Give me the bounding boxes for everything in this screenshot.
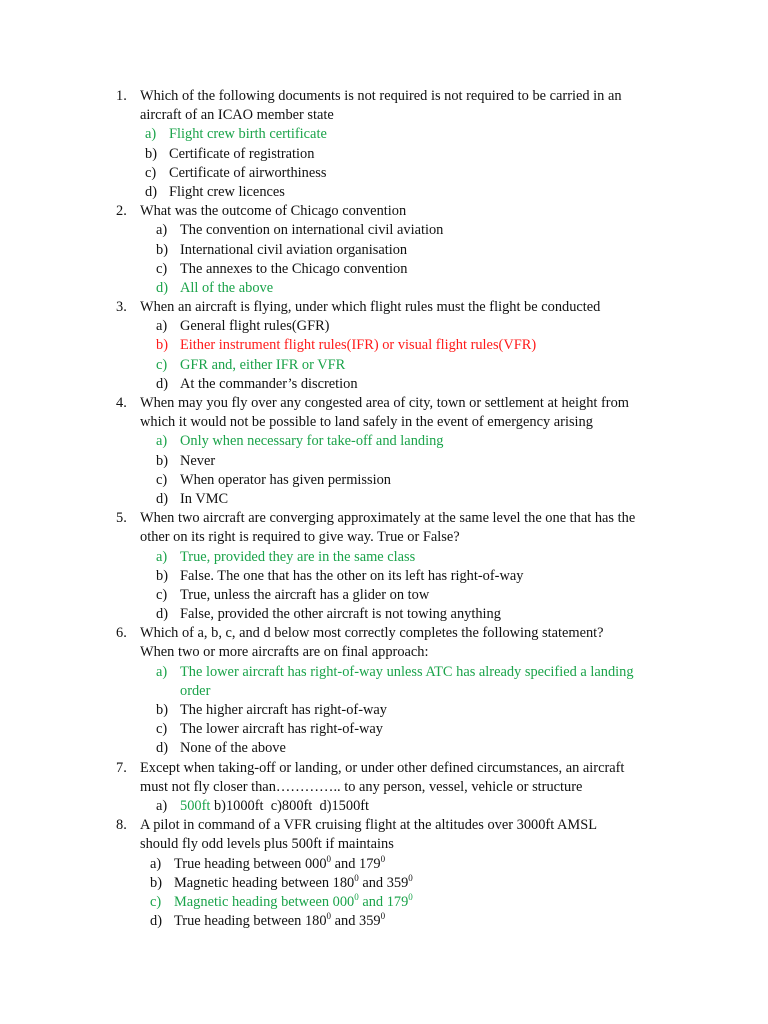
option-d bbox=[0, 490, 768, 509]
question-number: 2. bbox=[116, 203, 127, 220]
option-a-continued bbox=[0, 682, 768, 701]
option-letter: a) bbox=[145, 126, 157, 143]
option-letter: b) bbox=[156, 702, 168, 718]
option-text: True, unless the aircraft has a glider on tow bbox=[180, 586, 430, 603]
option-d bbox=[0, 183, 768, 202]
question-line bbox=[0, 816, 768, 835]
option-c bbox=[0, 164, 768, 183]
option-c bbox=[0, 356, 768, 375]
question-text: When an aircraft is flying, under which flight rules must the flight be conducted bbox=[140, 299, 601, 316]
option-letter: c) bbox=[156, 721, 168, 738]
question-text: A pilot in command of a VFR cruising flight at the altitudes over 3000ft AMSL bbox=[140, 817, 597, 834]
question-text: What was the outcome of Chicago convention bbox=[140, 203, 407, 220]
question-line bbox=[0, 509, 768, 528]
option-text: GFR and, either IFR or VFR bbox=[180, 356, 346, 373]
option-text: The annexes to the Chicago convention bbox=[180, 260, 408, 277]
question-line bbox=[0, 778, 768, 797]
question-text: When may you fly over any congested area of city, town or settlement at height from bbox=[140, 395, 629, 411]
option-letter: b) bbox=[156, 337, 168, 354]
question-number: 1. bbox=[116, 88, 127, 104]
option-text-part: Magnetic heading between 000 bbox=[174, 893, 355, 910]
option-d bbox=[0, 279, 768, 298]
question-6 bbox=[0, 624, 768, 758]
option-text-part: and 179 bbox=[358, 893, 409, 910]
option-a bbox=[0, 548, 768, 567]
question-list bbox=[0, 87, 768, 931]
option-text: The convention on international civil aviation bbox=[180, 222, 444, 239]
option-b bbox=[0, 241, 768, 260]
question-number: 8. bbox=[116, 817, 127, 834]
inline-options bbox=[0, 797, 768, 816]
inline-option-text bbox=[180, 797, 369, 816]
option-letter: c) bbox=[150, 893, 162, 910]
option-letter: a) bbox=[156, 222, 168, 239]
option-text: Certificate of registration bbox=[169, 145, 315, 162]
option-text-part: True heading between 000 bbox=[174, 855, 327, 872]
question-line bbox=[0, 643, 768, 662]
option-text-part: and 359 bbox=[358, 874, 409, 891]
option-letter: c) bbox=[156, 356, 168, 373]
option-letter: a) bbox=[156, 548, 168, 565]
degree-superscript: 0 bbox=[326, 853, 332, 864]
option-d bbox=[0, 739, 768, 758]
option-text: The lower aircraft has right-of-way unless ATC has already specified a landing bbox=[180, 663, 634, 680]
option-text bbox=[174, 855, 385, 874]
question-line bbox=[0, 87, 768, 106]
option-a bbox=[0, 855, 768, 874]
option-text: Flight crew birth certificate bbox=[169, 126, 327, 143]
option-text: Only when necessary for take-off and landing bbox=[180, 433, 444, 450]
option-c bbox=[0, 893, 768, 912]
question-line bbox=[0, 759, 768, 778]
question-number: 3. bbox=[116, 299, 127, 316]
question-line bbox=[0, 413, 768, 432]
option-a bbox=[0, 125, 768, 144]
question-2 bbox=[0, 202, 768, 298]
option-text: International civil aviation organisation bbox=[180, 241, 408, 258]
question-7 bbox=[0, 759, 768, 817]
option-letter: b) bbox=[145, 145, 157, 162]
option-letter: a) bbox=[156, 663, 168, 680]
option-letter: a) bbox=[150, 855, 162, 872]
option-d bbox=[0, 605, 768, 624]
option-text: The higher aircraft has right-of-way bbox=[180, 702, 387, 718]
option-letter: b) bbox=[150, 874, 162, 891]
question-3 bbox=[0, 298, 768, 394]
option-c bbox=[0, 260, 768, 279]
option-text-part: and 179 bbox=[331, 855, 381, 872]
question-5 bbox=[0, 509, 768, 624]
question-text: When two or more aircrafts are on final approach: bbox=[140, 644, 429, 661]
option-a bbox=[0, 432, 768, 451]
question-text: must not fly closer than………….. to any person, vessel, vehicle or structure bbox=[140, 778, 583, 795]
option-letter: c) bbox=[145, 164, 157, 181]
question-line bbox=[0, 394, 768, 413]
question-text: When two aircraft are converging approximately at the same level the one that has the bbox=[140, 510, 636, 527]
option-text: Flight crew licences bbox=[169, 183, 285, 200]
question-line bbox=[0, 528, 768, 547]
question-number: 5. bbox=[116, 510, 127, 527]
degree-superscript: 0 bbox=[354, 872, 359, 883]
question-4 bbox=[0, 394, 768, 509]
option-letter: d) bbox=[150, 913, 162, 930]
option-letter: b) bbox=[156, 452, 168, 469]
degree-superscript: 0 bbox=[380, 911, 386, 922]
option-letter: d) bbox=[156, 375, 168, 392]
option-text bbox=[174, 912, 385, 931]
question-line bbox=[0, 624, 768, 643]
option-b bbox=[0, 701, 768, 720]
option-b bbox=[0, 452, 768, 471]
question-8 bbox=[0, 816, 768, 931]
option-letter: a) bbox=[156, 433, 168, 450]
option-text: None of the above bbox=[180, 740, 286, 757]
option-text-part: and 359 bbox=[331, 913, 381, 930]
option-d bbox=[0, 912, 768, 931]
option-c bbox=[0, 586, 768, 605]
question-text: aircraft of an ICAO member state bbox=[140, 107, 334, 124]
option-letter: c) bbox=[156, 471, 168, 488]
option-b bbox=[0, 874, 768, 893]
option-text-part: Magnetic heading between 180 bbox=[174, 874, 355, 891]
option-letter: d) bbox=[156, 279, 168, 296]
option-letter: a) bbox=[156, 318, 168, 335]
question-text: should fly odd levels plus 500ft if maintains bbox=[140, 836, 394, 853]
option-text: False. The one that has the other on its left has right-of-way bbox=[180, 567, 524, 584]
option-a bbox=[0, 663, 768, 682]
degree-superscript: 0 bbox=[326, 911, 332, 922]
option-d bbox=[0, 375, 768, 394]
degree-superscript: 0 bbox=[354, 891, 359, 902]
option-letter: c) bbox=[156, 260, 168, 277]
question-number: 7. bbox=[116, 759, 127, 776]
question-line bbox=[0, 298, 768, 317]
option-letter: c) bbox=[156, 586, 168, 603]
option-text bbox=[174, 874, 413, 893]
option-text: General flight rules(GFR) bbox=[180, 318, 330, 335]
question-text: Except when taking-off or landing, or under other defined circumstances, an aircraft bbox=[140, 759, 625, 776]
question-text: Which of a, b, c, and d below most correctly completes the following statement? bbox=[140, 625, 604, 642]
option-text: When operator has given permission bbox=[180, 471, 392, 488]
question-text: Which of the following documents is not required is not required to be carried in an bbox=[140, 88, 622, 104]
option-a bbox=[0, 317, 768, 336]
option-b bbox=[0, 567, 768, 586]
option-text: All of the above bbox=[180, 279, 274, 296]
option-c bbox=[0, 720, 768, 739]
option-b bbox=[0, 336, 768, 355]
option-b bbox=[0, 145, 768, 164]
option-letter: b) bbox=[156, 567, 168, 584]
option-text: order bbox=[180, 682, 211, 699]
option-text: In VMC bbox=[180, 490, 229, 507]
option-text: The lower aircraft has right-of-way bbox=[180, 721, 383, 738]
question-text: other on its right is required to give way. True or False? bbox=[140, 529, 460, 546]
question-number: 6. bbox=[116, 625, 127, 642]
option-c bbox=[0, 471, 768, 490]
question-text: which it would not be possible to land safely in the event of emergency arising bbox=[140, 414, 593, 431]
degree-superscript: 0 bbox=[380, 853, 386, 864]
option-letter: d) bbox=[156, 606, 168, 623]
question-line bbox=[0, 835, 768, 854]
option-text bbox=[174, 893, 413, 912]
degree-superscript: 0 bbox=[408, 872, 413, 883]
question-number: 4. bbox=[116, 395, 127, 411]
degree-superscript: 0 bbox=[408, 891, 413, 902]
option-text: At the commander’s discretion bbox=[180, 375, 358, 392]
option-letter: d) bbox=[145, 183, 157, 200]
option-text: True, provided they are in the same class bbox=[180, 548, 416, 565]
option-text: Either instrument flight rules(IFR) or visual flight rules(VFR) bbox=[180, 337, 537, 354]
option-text: False, provided the other aircraft is not towing anything bbox=[180, 606, 501, 623]
option-a bbox=[0, 221, 768, 240]
option-letter: a) bbox=[156, 797, 168, 814]
question-1 bbox=[0, 87, 768, 202]
option-letter: b) bbox=[156, 241, 168, 258]
option-letter: d) bbox=[156, 490, 168, 507]
option-text-part: True heading between 180 bbox=[174, 913, 327, 930]
option-text: Never bbox=[180, 452, 216, 469]
question-line bbox=[0, 202, 768, 221]
other-options: b)1000ft c)800ft d)1500ft bbox=[210, 797, 370, 814]
question-line bbox=[0, 106, 768, 125]
option-letter: d) bbox=[156, 740, 168, 757]
option-text: Certificate of airworthiness bbox=[169, 164, 327, 181]
correct-option: 500ft bbox=[180, 797, 211, 814]
